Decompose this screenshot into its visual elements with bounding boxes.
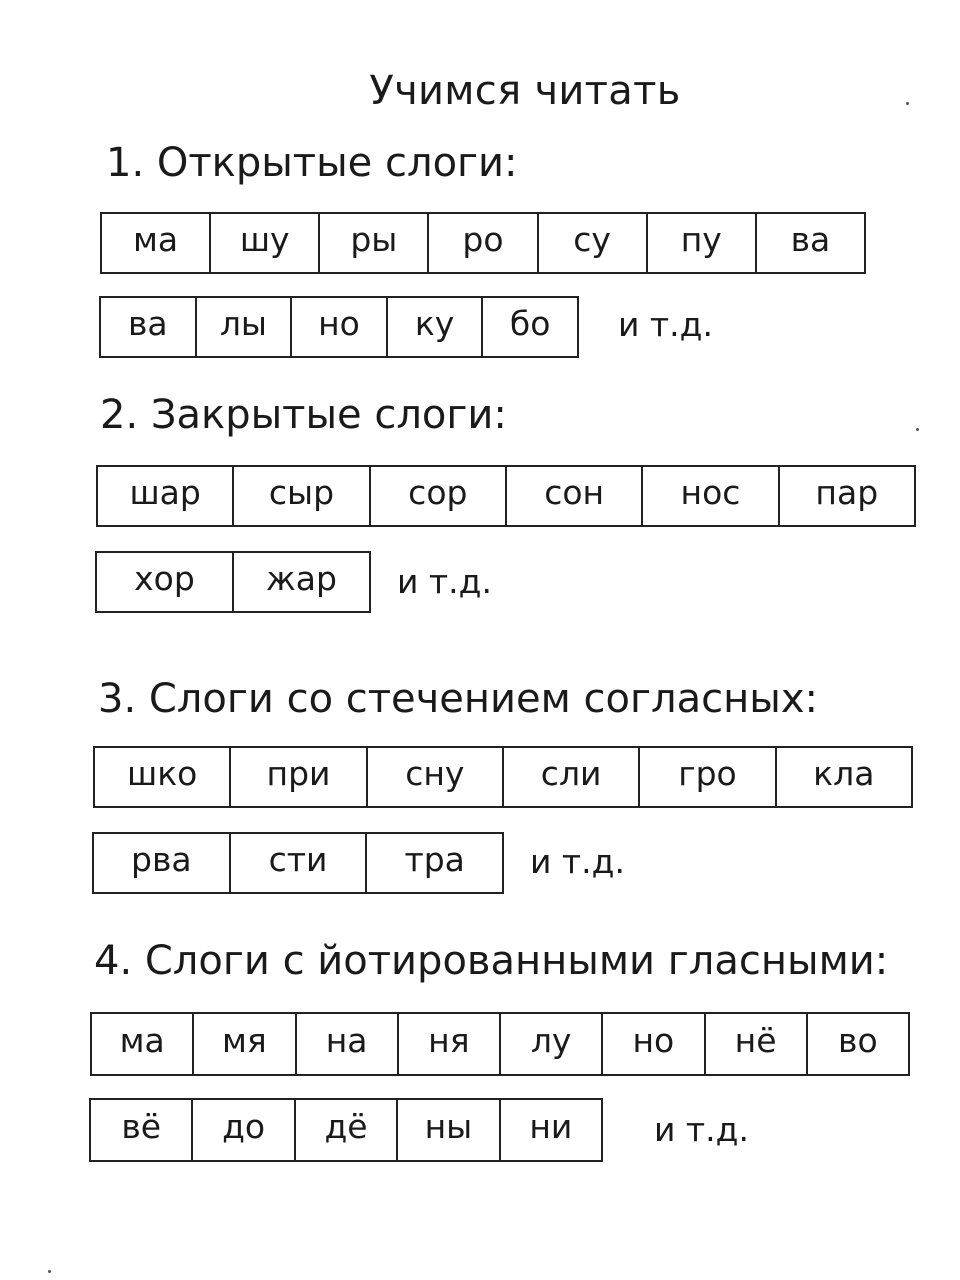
syllable-cell: нё <box>706 1014 808 1074</box>
syllable-row-closed-1 <box>96 465 916 527</box>
syllable-cell: су <box>539 214 648 272</box>
syllable-cell: но <box>292 298 388 356</box>
section-heading-closed-syllables: 2. Закрытые слоги: <box>100 392 507 438</box>
syllable-cell: дё <box>296 1100 398 1160</box>
syllable-row-iotated-1 <box>90 1012 910 1076</box>
syllable-cell: ня <box>399 1014 501 1074</box>
syllable-cell: кла <box>813 753 875 793</box>
syllable-cell: бо <box>509 303 551 343</box>
section-heading-consonant-cluster-syllables: 3. Слоги со стечением согласных: <box>98 676 818 722</box>
syllable-cell: шу <box>211 214 320 272</box>
syllable-cell: но <box>603 1014 705 1074</box>
section-heading-open-syllables: 1. Открытые слоги: <box>106 140 518 186</box>
syllable-cell: до <box>193 1100 295 1160</box>
syllable-cell: ма <box>102 214 211 272</box>
syllable-row-clusters-2 <box>92 832 504 894</box>
syllable-cell: лу <box>501 1014 603 1074</box>
syllable-row-iotated-2 <box>89 1098 603 1162</box>
syllable-cell: сон <box>507 467 643 525</box>
syllable-cell: тра <box>404 839 465 879</box>
etc-label: и т.д. <box>618 305 713 344</box>
syllable-cell: ва <box>790 219 831 259</box>
syllable-cell: сну <box>368 748 504 806</box>
syllable-cell: ку <box>388 298 484 356</box>
syllable-cell: при <box>231 748 367 806</box>
scan-speck <box>916 428 919 431</box>
syllable-row-open-1 <box>100 212 866 274</box>
syllable-cell: ма <box>92 1014 194 1074</box>
syllable-cell: хор <box>97 553 234 611</box>
syllable-cell: сти <box>231 834 368 892</box>
etc-label: и т.д. <box>530 842 625 881</box>
syllable-cell: шко <box>95 748 231 806</box>
syllable-row-open-2 <box>99 296 579 358</box>
scan-speck <box>48 1270 51 1273</box>
syllable-cell: гро <box>640 748 776 806</box>
syllable-cell: вё <box>91 1100 193 1160</box>
syllable-cell: лы <box>197 298 293 356</box>
syllable-cell: пар <box>815 472 879 512</box>
syllable-row-closed-2 <box>95 551 371 613</box>
syllable-cell: ро <box>429 214 538 272</box>
syllable-cell: сыр <box>234 467 370 525</box>
syllable-cell: ры <box>320 214 429 272</box>
syllable-cell: сли <box>504 748 640 806</box>
syllable-cell: во <box>838 1020 878 1060</box>
syllable-cell: мя <box>194 1014 296 1074</box>
syllable-cell: ва <box>101 298 197 356</box>
syllable-cell: ны <box>398 1100 500 1160</box>
syllable-cell: шар <box>98 467 234 525</box>
syllable-cell: рва <box>94 834 231 892</box>
syllable-row-clusters-1 <box>93 746 913 808</box>
syllable-cell: нос <box>643 467 779 525</box>
syllable-cell: сор <box>371 467 507 525</box>
page-title: Учимся читать <box>369 68 681 114</box>
etc-label: и т.д. <box>397 562 492 601</box>
scan-speck <box>906 102 909 105</box>
syllable-cell: на <box>297 1014 399 1074</box>
syllable-cell: пу <box>648 214 757 272</box>
syllable-cell: жар <box>266 558 337 598</box>
etc-label: и т.д. <box>654 1110 749 1149</box>
syllable-cell: ни <box>529 1106 573 1146</box>
section-heading-iotated-vowel-syllables: 4. Слоги с йотированными гласными: <box>94 938 889 984</box>
